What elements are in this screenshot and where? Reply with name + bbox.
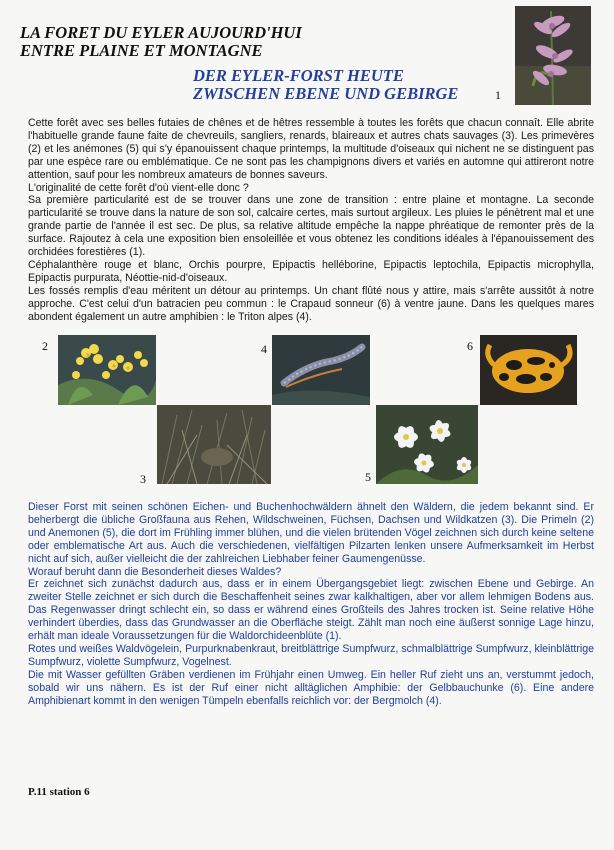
title-french [20, 24, 302, 60]
photo-toad [480, 335, 577, 405]
german-body-text [28, 501, 594, 708]
title-german [193, 67, 458, 103]
photo-wildcat [157, 405, 271, 484]
title-french-line-1: LA FORET DU EYLER AUJOURD'HUI [20, 23, 302, 42]
german-paragraph-1: Dieser Forst mit seinen schönen Eichen- und Buchenhochwäldern ähnelt den Wäldern, die jedem bekannt sind. Er beherbergt die übliche Großfauna aus Rehen, Wildschweinen, Füchsen, Dachsen und Wildkatzen (3). Die Primeln (2) und Anemonen (5), die dort im Frühling immer blühen, und die vielen brütenden Vögel zeichnen sich durch keine seltene oder emblematische Art aus. Auch die verschiedenen, vielfältigen Pilzarten lenken unsere Aufmerksamkeit im Herbst nicht auf sich, außer vielleicht die der zahlreichen Liebhaber feiner Gaumengenüsse. [28, 501, 594, 565]
photo-number-1: 1 [495, 88, 501, 102]
photo-number-4: 4 [261, 342, 267, 356]
photo-number-5: 5 [365, 470, 371, 484]
german-paragraph-3: Die mit Wasser gefüllten Gräben verdienen im Frühjahr einen Umweg. Ein heller Ruf zieht uns an, verstummt jedoch, sobald wir uns nähern. Es ist der Ruf einer nicht alltäglichen Amphibie: der Gelbbauchunke (6). Eine andere Amphibienart kommt in den wenigen Tümpeln ebenfalls reichlich vor: der Bergmolch (4). [28, 668, 594, 707]
german-orchid-list: Rotes und weißes Waldvögelein, Purpurknabenkraut, breitblättrige Sumpfwurz, schmalblättrige Sumpfwurz, kleinblättrige Sumpfwurz, violette Sumpfwurz, Vogelnest. [28, 642, 594, 668]
french-paragraph-3: Les fossés remplis d'eau méritent un détour au printemps. Un chant flûté nous y attire, mais s'arrête aussitôt à notre approche. C'est celui d'un batracien peu commun : le Crapaud sonneur (6) à ventre jaune. Dans les quelques mares abondent également un autre amphibien : le Triton alpes (4). [28, 284, 594, 323]
french-question: L'originalité de cette forêt d'où vient-elle donc ? [28, 181, 249, 194]
title-german-line-2: ZWISCHEN EBENE UND GEBIRGE [193, 84, 459, 103]
bleed-through-text [330, 22, 334, 39]
french-paragraph-2: Sa première particularité est de se trouver dans une zone de transition : entre plaine et montagne. La seconde particularité se trouve dans la nature de son sol, calcaire certes, mais surtout argileux. Les pluies le pénètrent mal et une grande partie de l'année il est sec. De plus, sa relative altitude empêche la nappe phréatique de remonter près de la surface. Rajoutez à cela une exposition bien ensoleillée et vous obtenez les conditions idéales à l'épanouissement des orchidées forestières (1). [28, 194, 594, 259]
title-french-line-2: ENTRE PLAINE ET MONTAGNE [20, 41, 263, 60]
german-paragraph-2: Er zeichnet sich zunächst dadurch aus, dass er in einem Übergangsgebiet liegt: zwischen Ebene und Gebirge. An zweiter Stelle zeichnet er sich durch die Beschaffenheit seines zwar kalkhaltigen, aber vor allem lehmigen Bodens aus. Das Regenwasser dringt schlecht ein, so dass er während eines Großteils des Jahres trocken ist. Seine relative Höhe verhindert überdies, dass das Grundwasser an die Oberfläche steigt. Zählt man noch eine äußerst sonnige Lage hinzu, erhält man ideale Voraussetzungen für die Waldorchideenblüte (1). [28, 578, 594, 643]
french-body-text [28, 117, 594, 324]
photo-anemones [376, 405, 478, 484]
photo-number-2: 2 [42, 339, 48, 353]
german-question: Worauf beruht dann die Besonderheit dieses Waldes? [28, 565, 282, 578]
french-orchid-list: Céphalanthère rouge et blanc, Orchis pourpre, Epipactis helléborine, Epipactis leptochila, Epipactis microphylla, Epipactis purpurata, Néottie-nid-d'oiseaux. [28, 258, 594, 284]
photo-newt [272, 335, 370, 405]
photo-primroses [58, 335, 156, 405]
photo-number-3: 3 [140, 472, 146, 486]
photo-number-6: 6 [467, 339, 473, 353]
title-german-line-1: DER EYLER-FORST HEUTE [193, 66, 404, 85]
photo-orchid [515, 6, 591, 105]
page-footer: P.11 station 6 [28, 786, 90, 798]
french-paragraph-1: Cette forêt avec ses belles futaies de chênes et de hêtres ressemble à toutes les forêts que chacun connaît. Elle abrite l'habituelle grande faune faite de chevreuils, sangliers, renards, blaireaux et autres chats sauvages (3). Les primevères (2) et les anémones (5) qui s'y épanouissent chaque printemps, la multitude d'oiseaux qui nichent ne se distinguent pas par une espèce rare ou emblématique. Ce ne sont pas les champignons divers et variés en automne qui attireront notre attention, sauf pour les nombreux amateurs de bonnes saveurs. [28, 117, 594, 181]
